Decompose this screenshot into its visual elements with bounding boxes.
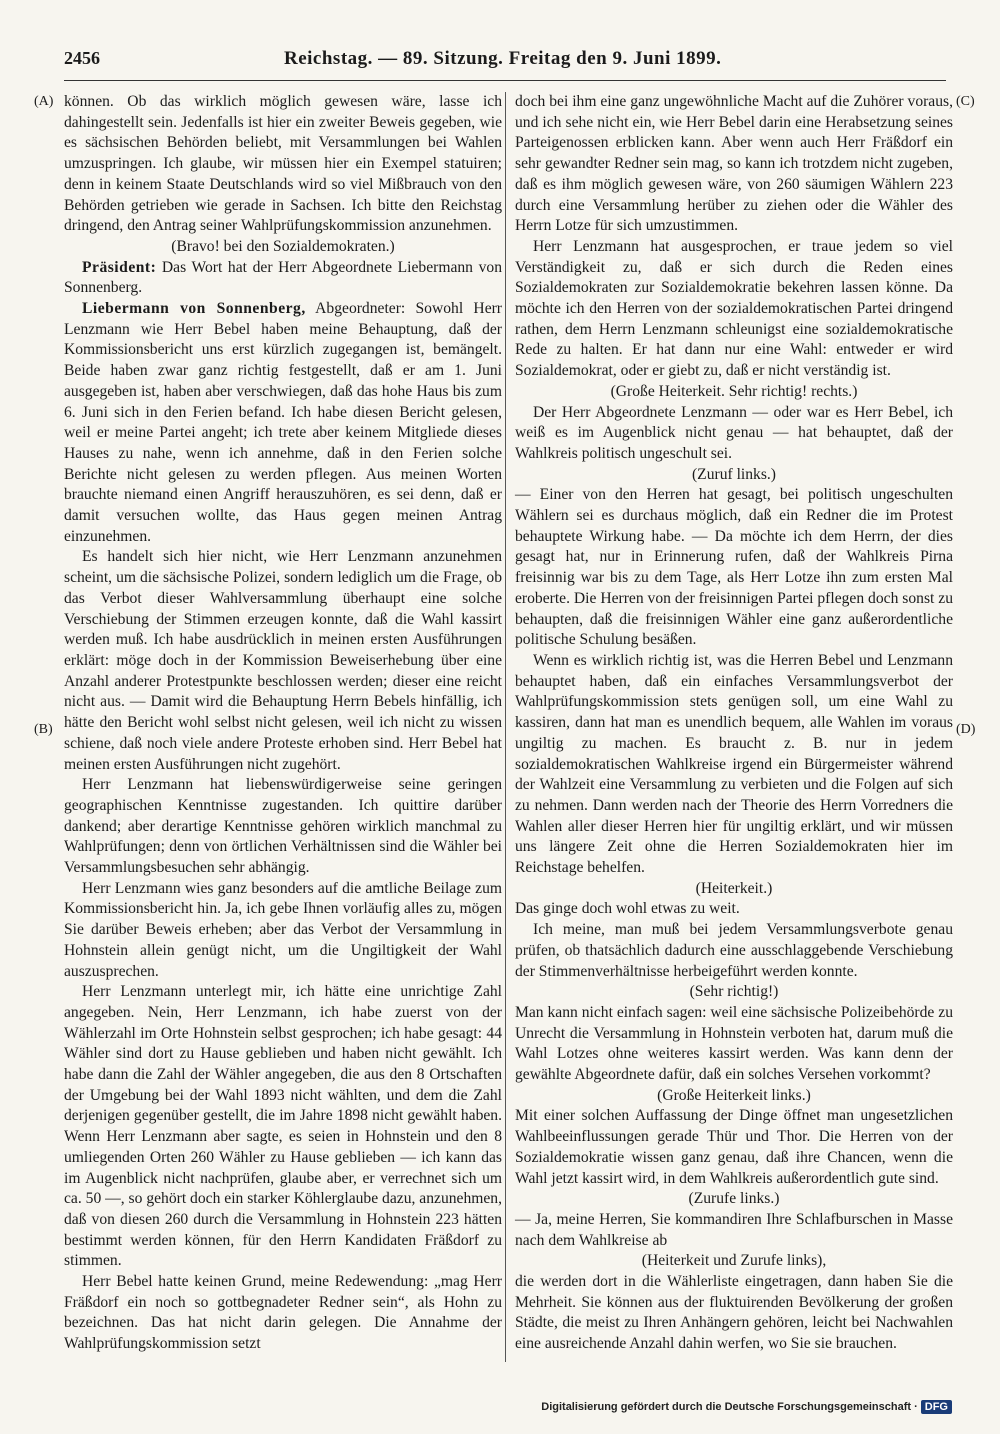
speaker-name: Liebermann von Sonnenberg,: [82, 300, 306, 318]
paragraph: [64, 982, 502, 1272]
paragraph-text: Das ginge doch wohl etwas zu weit.: [515, 900, 740, 918]
paragraph: [515, 92, 953, 237]
paragraph: [64, 299, 502, 547]
margin-marker-a: (A): [34, 94, 54, 109]
paragraph: [515, 1003, 953, 1086]
header-rule: [64, 80, 946, 81]
paragraph-text: (Heiterkeit.): [695, 879, 773, 897]
speaker-name: Präsident:: [82, 258, 157, 276]
paragraph-text: (Große Heiterkeit links.): [657, 1086, 811, 1104]
margin-marker-c: (C): [956, 94, 975, 109]
paragraph-text: (Bravo! bei den Sozialdemokraten.): [171, 237, 395, 255]
interjection: [515, 1189, 953, 1210]
paragraph: [515, 1272, 953, 1355]
paragraph-text: — Ja, meine Herren, Sie kommandiren Ihre Schlafburschen in Masse nach dem Wahlkreise ab: [515, 1210, 953, 1249]
column-divider: [505, 92, 506, 1362]
margin-marker-b: (B): [34, 722, 53, 737]
paragraph-text: Herr Lenzmann unterlegt mir, ich hätte eine unrichtige Zahl angegeben. Nein, Herr Lenzmann, ich habe zuerst von der Wählerzahl im Orte Hohnstein selbst gesprochen; ich habe gesagt: 44 Wähler sind dort zu Hause geblieben und haben nicht gewählt. Ich habe dann die Zahl der Wähler angegeben, die aus den 8 Ortschaften der Umgebung bei der Wahl 1893 nicht wählten, und dem die Zahl derjenigen gegenüber gestellt, die im Jahre 1898 nicht gewählt haben. Wenn Herr Lenzmann aber sagte, es seien in Hohnstein und den 8 umliegenden Orten 260 Wähler zu Hause geblieben — ich kann das im Augenblick nicht nachprüfen, glaube aber, er verrechnet sich um ca. 50 —, so gehört doch ein starker Köhlerglaube dazu, anzunehmen, daß von diesen 260 durch die Versammlung in Hohnstein 223 hätten bestimmt werden können, für den Herrn Kandidaten Fräßdorf zu stimmen.: [64, 983, 502, 1270]
paragraph-text: Wenn es wirklich richtig ist, was die Herren Bebel und Lenzmann behauptet haben, daß ein einfaches Versammlungsverbot der Wahlprüfungskommission stets genügen soll, um eine Wahl zu kassiren, dann hat man es unendlich bequem, alle Wahlen im voraus ungiltig zu machen. Es braucht z. B. nur in jedem sozialdemokratischen Wahlkreise irgend ein Bürgermeister während der Wahlzeit eine Versammlung zu verbieten und die Folgen auf sich zu nehmen. Dann werden nach der Theorie des Herrn Vorredners die Wahlen aller dieser Herren hier für ungiltig erklärt, und wir müssen uns längere Zeit ohne die Herren Sozialdemokraten hier im Reichstage behelfen.: [515, 651, 953, 877]
paragraph-text: (Zuruf links.): [691, 465, 776, 483]
interjection: [515, 465, 953, 486]
dfg-logo: DFG: [921, 1400, 952, 1414]
paragraph-text: (Große Heiterkeit. Sehr richtig! rechts.): [610, 382, 858, 400]
paragraph: [515, 237, 953, 382]
paragraph: [515, 403, 953, 465]
paragraph-text: Herr Bebel hatte keinen Grund, meine Redewendung: „mag Herr Fräßdorf ein noch so gottbegnadeter Redner sein“, als Hohn zu bezeichnen. Das hat nicht darin gelegen. Die Annahme der Wahlprüfungskommission setzt: [64, 1273, 502, 1353]
right-column: [515, 92, 953, 1355]
paragraph-text: Abgeordneter: Sowohl Herr Lenzmann wie Herr Bebel haben meine Behauptung, daß der Kommissionsbericht uns erst kürzlich zugegangen ist, bemängelt. Beide haben zwar ganz richtig festgestellt, daß er am 1. Juni ausgegeben ist, haben aber verschwiegen, daß das hohe Haus bis zum 6. Juni sich in den Ferien befand. Ich habe diesen Bericht gelesen, weil er meine Partei angeht; ich trete aber keinem Mitgliede dieses Hauses zu nahe, wenn ich annehme, daß in den Ferien solche Berichte nicht gelesen zu werden pflegen. Aus meinen Worten brauchte niemand einen Angriff herauszuhören, es sei denn, daß er damit versuchen wollte, das Haus gegen meinen Antrag einzunehmen.: [64, 300, 503, 545]
paragraph: [515, 1106, 953, 1189]
paragraph-text: Herr Lenzmann hat liebenswürdigerweise seine geringen geographischen Kenntnisse zugestanden. Ich quittire darüber dankend; aber derartige Kenntnisse gehören wirklich manchmal zu Wahlprüfungen; denn von örtlichen Verhältnissen sind die Wähler bei Versammlungsbesuchen sehr abhängig.: [64, 776, 502, 877]
paragraph-text: können. Ob das wirklich möglich gewesen wäre, lasse ich dahingestellt sein. Jedenfalls ist hier ein zweiter Beweis gegeben, wie es sächsischen Behörden beliebt, mit Versammlungen bei Wahlen umzuspringen. Ich glaube, wir müssen hier ein Exempel statuiren; denn in keinem Staate Deutschlands wird so viel Mißbrauch von den Behörden getrieben wie gerade in Sachsen. Ich bitte den Reichstag dringend, den Antrag seiner Wahlprüfungskommission anzunehmen.: [64, 93, 502, 235]
paragraph-text: Ich meine, man muß bei jedem Versammlungsverbote genau prüfen, ob thatsächlich dadurch eine ausschlaggebende Verschiebung der Stimmenverhältnisse herbeigeführt werden konnte.: [515, 921, 953, 980]
paragraph: [64, 92, 502, 237]
paragraph: [64, 879, 502, 983]
paragraph: [515, 899, 953, 920]
paragraph: [64, 258, 502, 299]
paragraph-text: Herr Lenzmann hat ausgesprochen, er traue jedem so viel Verständigkeit zu, daß er sich durch die Reden eines Sozialdemokraten zur Sozialdemokratie bekehren lassen könne. Da möchte ich den Herren von der sozialdemokratischen Partei dringend rathen, dem Herrn Lenzmann schleunigst eine sozialdemokratische Rede zu halten. Er hat dann nur eine Wahl: entweder er wird Sozialdemokrat, oder er giebt zu, daß er nicht verständig ist.: [515, 237, 953, 380]
footer-credit: [541, 1400, 952, 1414]
left-column: [64, 92, 502, 1355]
running-title: Reichstag. — 89. Sitzung. Freitag den 9. Juni 1899.: [284, 48, 722, 69]
paragraph: [515, 651, 953, 879]
paragraph: [515, 485, 953, 651]
paragraph-text: Das Wort hat der Herr Abgeordnete Liebermann von Sonnenberg.: [64, 258, 502, 297]
interjection: [515, 1251, 953, 1272]
paragraph: [515, 920, 953, 982]
interjection: [515, 1086, 953, 1107]
paragraph-text: doch bei ihm eine ganz ungewöhnliche Macht auf die Zuhörer voraus, und ich sehe nicht ein, wie Herr Bebel darin eine Herabsetzung seines Parteigenossen erblicken kann. Aber wenn auch Herr Fräßdorf ein sehr gewandter Redner sein mag, so kann ich trotzdem nicht zugeben, daß es ihm möglich gewesen wäre, von 260 säumigen Wählern 223 durch eine Versammlung herüber zu ziehen oder die Wähler des Herrn Lotze für sich umzustimmen.: [515, 93, 953, 235]
paragraph-text: Der Herr Abgeordnete Lenzmann — oder war es Herr Bebel, ich weiß es im Augenblick nicht genau — hat behauptet, daß der Wahlkreis politisch ungeschult sei.: [515, 403, 953, 462]
paragraph-text: (Sehr richtig!): [689, 983, 779, 1001]
margin-marker-d: (D): [956, 722, 976, 737]
paragraph-text: Herr Lenzmann wies ganz besonders auf die amtliche Beilage zum Kommissionsbericht hin. Ja, ich gebe Ihnen vorläufig alles zu, mögen Sie darüber Beweis erheben; aber das Verbot der Versammlung in Hohnstein allein genügt nicht, um die Ungiltigkeit der Wahl auszusprechen.: [64, 879, 502, 980]
paragraph-text: Es handelt sich hier nicht, wie Herr Lenzmann anzunehmen scheint, um die sächsische Polizei, sondern lediglich um die Frage, ob das Verbot dieser Wahlversammlung überhaupt eine solche Verschiebung der Stimmen erzeugen konnte, daß die Wahl kassirt werden muß. Ich habe ausdrücklich in meinen ersten Ausführungen erklärt: möge doch in der Kommission Beweiserhebung über eine Anzahl anderer Protestpunkte beschlossen werden; dieser eine reicht nicht aus. — Damit wird die Behauptung Herrn Bebels hinfällig, ich hätte den Bericht wohl selbst nicht gelesen, weil ich nicht zu wissen schiene, daß noch viele andere Proteste erhoben sind. Herr Bebel hat meinen ersten Ausführungen nicht zugehört.: [64, 548, 502, 773]
paragraph: [515, 1210, 953, 1251]
paragraph: [64, 547, 502, 775]
paragraph-text: Man kann nicht einfach sagen: weil eine sächsische Polizeibehörde zu Unrecht die Versammlung in Hohnstein verboten hat, darum muß die Wahl Lotzes ohne weiteres kassirt werden. Was kann denn der gewählte Abgeordnete dafür, daß ein solches Versehen vorkommt?: [515, 1003, 953, 1084]
interjection: [515, 982, 953, 1003]
paragraph: [64, 775, 502, 879]
paragraph-text: Mit einer solchen Auffassung der Dinge öffnet man ungesetzlichen Wahlbeeinflussungen gerade Thür und Thor. Die Herren von der Sozialdemokratie wissen ganz genau, daß ihre Chancen, wenn die Wahl jetzt kassirt wird, in dem Wahlkreis außerordentlich gute sind.: [515, 1107, 953, 1187]
interjection: [515, 879, 953, 900]
paragraph-text: (Heiterkeit und Zurufe links),: [641, 1252, 827, 1270]
footer-credit-text: Digitalisierung gefördert durch die Deutsche Forschungsgemeinschaft ·: [541, 1401, 918, 1413]
paragraph-text: die werden dort in die Wählerliste eingetragen, dann haben Sie die Mehrheit. Sie können aus der fluktuirenden Bevölkerung der großen Städte, die meist zu Ihren Anhängern gehören, leicht bei Nachwahlen eine ausreichende Anzahl dahin werfen, wo Sie sie brauchen.: [515, 1273, 953, 1353]
interjection: [515, 382, 953, 403]
paragraph-text: — Einer von den Herren hat gesagt, bei politisch ungeschulten Wählern sei es durchaus möglich, daß ein Redner die im Protest behauptete Wirkung habe. — Da möchte ich dem Herrn, der dies gesagt hat, nur in Erinnerung rufen, daß der Wahlkreis Pirna freisinnig war bis zu dem Tage, als Herr Lotze ihn zum ersten Mal eroberte. Die Herren von der freisinnigen Partei pflegen doch sonst zu behaupten, daß die freisinnigen Wähler eine ganz außerordentliche politische Schulung besäßen.: [515, 486, 953, 649]
paragraph: [64, 1272, 502, 1355]
paragraph-text: (Zurufe links.): [688, 1190, 780, 1208]
interjection: [64, 237, 502, 258]
page-number: 2456: [64, 48, 100, 68]
page-header: [64, 44, 944, 74]
